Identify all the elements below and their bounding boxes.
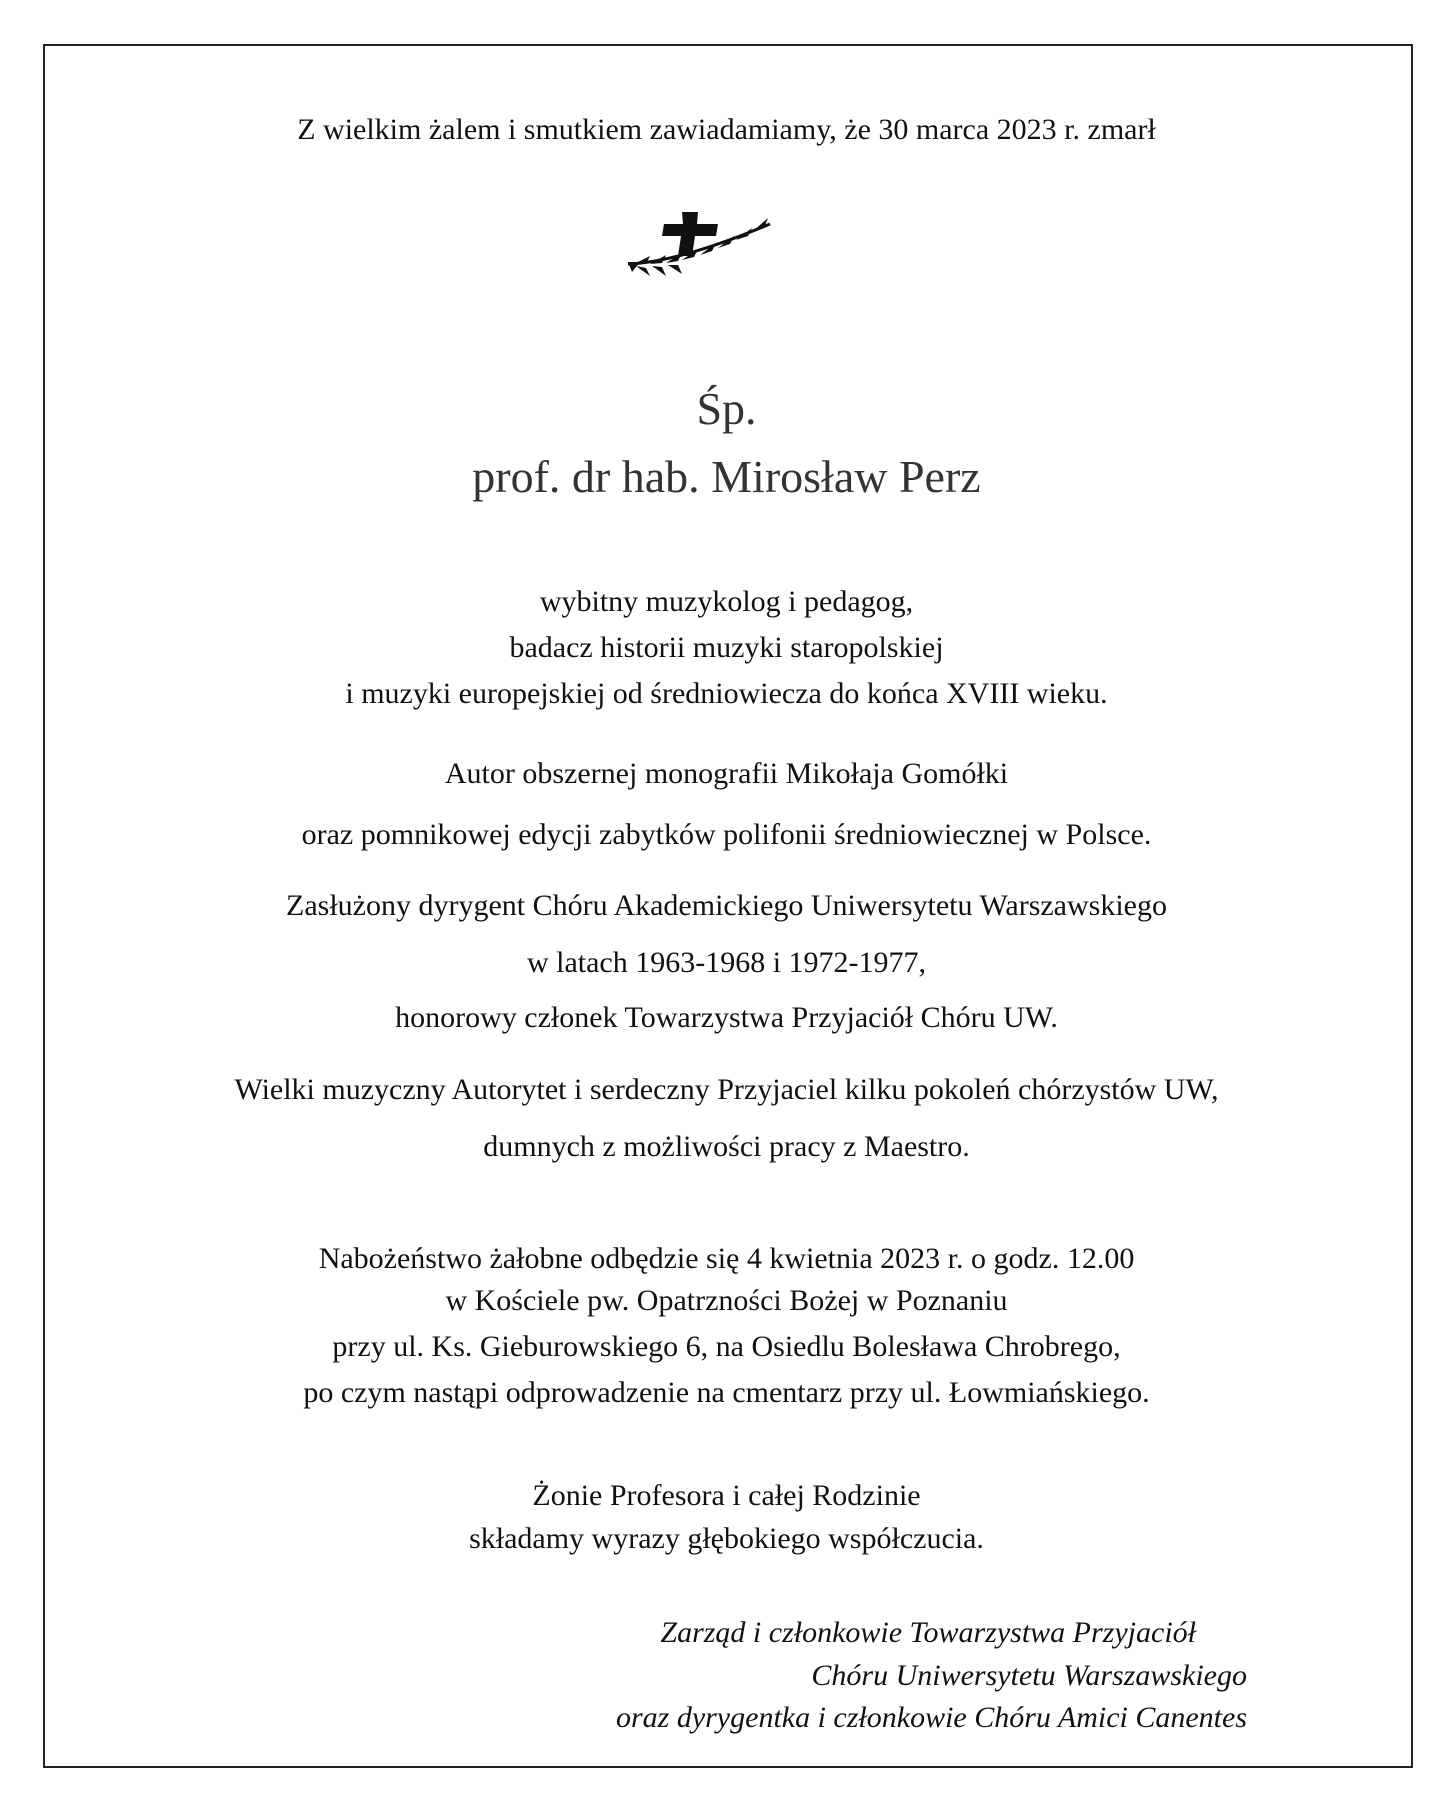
service-line: przy ul. Ks. Gieburowskiego 6, na Osiedlu Bolesława Chrobrego, [332,1330,1121,1363]
cross-with-laurel-branch-icon [620,206,780,286]
bio-line: w latach 1963-1968 i 1972-1977, [526,946,927,979]
service-line: po czym nastąpi odprowadzenie na cmentarz przy ul. Łowmiańskiego. [303,1376,1150,1409]
bio-line: Autor obszernej monografii Mikołaja Gomółki [444,757,1009,790]
service-line: w Kościele pw. Opatrzności Bożej w Poznaniu [445,1284,1008,1317]
signature-line: Zarząd i członkowie Towarzystwa Przyjaciół [660,1616,1196,1649]
deceased-name: prof. dr hab. Mirosław Perz [472,451,981,502]
service-line: Nabożeństwo żałobne odbędzie się 4 kwietnia 2023 r. o godz. 12.00 [318,1242,1135,1275]
bio-line: oraz pomnikowej edycji zabytków polifonii średniowiecznej w Polsce. [301,818,1152,851]
bio-line: honorowy członek Towarzystwa Przyjaciół Chóru UW. [395,1001,1058,1034]
bio-line: Wielki muzyczny Autorytet i serdeczny Przyjaciel kilku pokoleń chórzystów UW, [234,1073,1219,1106]
bio-line: badacz historii muzyki staropolskiej [509,631,944,664]
bio-line: dumnych z możliwości pracy z Maestro. [483,1130,970,1163]
signature-line: Chóru Uniwersytetu Warszawskiego [811,1659,1247,1692]
condolences-line: Żonie Profesora i całej Rodzinie [532,1479,921,1512]
bio-line: Zasłużony dyrygent Chóru Akademickiego Uniwersytetu Warszawskiego [286,889,1167,922]
bio-line: i muzyki europejskiej od średniowiecza do końca XVIII wieku. [345,677,1108,710]
bio-line: wybitny muzykolog i pedagog, [539,585,914,618]
announcement-line: Z wielkim żalem i smutkiem zawiadamiamy, że 30 marca 2023 r. zmarł [297,113,1156,146]
signature-line: oraz dyrygentka i członkowie Chóru Amici Canentes [615,1701,1247,1734]
condolences-line: składamy wyrazy głębokiego współczucia. [469,1522,984,1555]
honorific: Śp. [696,383,757,434]
